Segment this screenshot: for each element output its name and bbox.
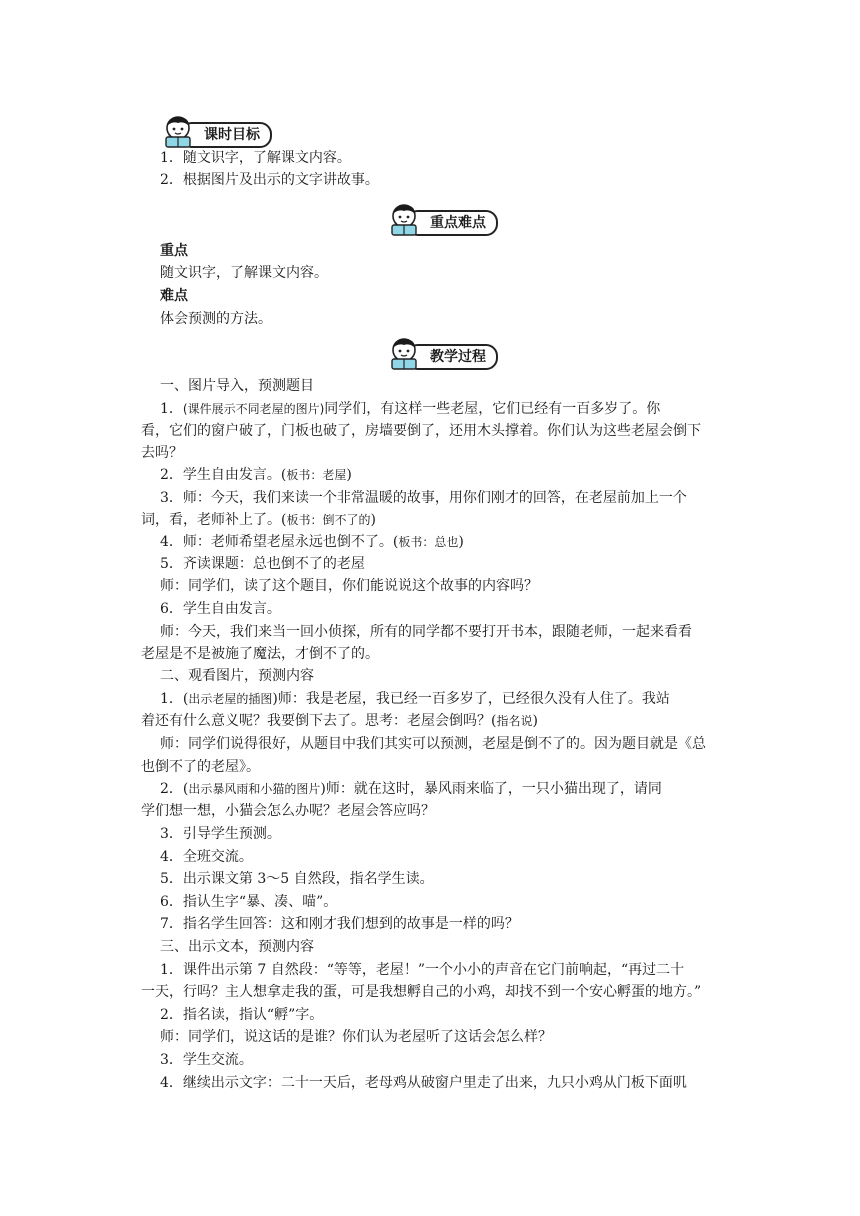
objective-item: 1．随文识字，了解课文内容。: [160, 150, 351, 166]
board-note: 出示暴风雨和小猫的图片: [188, 782, 321, 796]
paragraph-line: 2．指名读，指认“孵”字。: [160, 1007, 324, 1023]
board-note: (课件展示不同老屋的图片): [182, 402, 325, 416]
board-note: 板书：总也: [398, 535, 459, 549]
paragraph-line: 6．学生自由发言。: [160, 601, 281, 617]
section-title: 二、观看图片，预测内容: [160, 668, 314, 684]
paragraph-line: 4．继续出示文字：二十一天后，老母鸡从破窗户里走了出来，九只小鸡从门板下面叽: [160, 1075, 687, 1091]
paragraph-line: 5．出示课文第 3～5 自然段，指名学生读。: [160, 871, 434, 887]
process-heading-label: 教学过程: [406, 344, 498, 370]
line-text: )师：就在这时，暴风雨来临了，一只小猫出现了，请同: [320, 781, 662, 797]
board-note: 出示老屋的插图: [188, 692, 273, 706]
key-points-heading-label: 重点难点: [406, 210, 498, 236]
paragraph-line: [141, 710, 538, 732]
paragraph-line: [160, 398, 660, 420]
paragraph-line: 1．课件出示第 7 自然段：“等等，老屋！”一个小小的声音在它门前响起，“再过二十: [160, 962, 685, 978]
line-text: ): [532, 713, 538, 729]
objectives-heading-label: 课时目标: [180, 122, 272, 148]
paragraph-line: 学们想一想，小猫会怎么办呢？老屋会答应吗？: [141, 803, 435, 819]
line-text: 同学们，有这样一些老屋，它们已经有一百多岁了。你: [324, 401, 661, 417]
paragraph-line: [160, 464, 352, 486]
board-note: 指名说: [496, 714, 533, 728]
nandian-label: 难点: [160, 288, 188, 304]
paragraph-line: 师：同学们说得很好，从题目中我们其实可以预测，老屋是倒不了的。因为题目就是《总: [160, 736, 706, 752]
line-text: ): [346, 467, 352, 483]
item-number: 1．: [160, 401, 183, 417]
paragraph-line: 4．全班交流。: [160, 849, 253, 865]
paragraph-line: 看，它们的窗户破了，门板也破了，房墙要倒了，还用木头撑着。你们认为这些老屋会倒下: [141, 423, 701, 439]
line-text: 词，看，老师补上了。(: [141, 512, 287, 528]
paragraph-line: 6．指认生字“暴、凑、喵”。: [160, 894, 338, 910]
paragraph-line: [160, 688, 670, 710]
zhongdian-text: 随文识字，了解课文内容。: [160, 265, 328, 281]
objectives-heading: [160, 114, 280, 148]
paragraph-line: 3．学生交流。: [160, 1052, 253, 1068]
boy-reading-icon: [386, 336, 422, 372]
line-text: 2．学生自由发言。(: [160, 467, 287, 483]
paragraph-line: 老屋是不是被施了魔法，才倒不了的。: [141, 646, 379, 662]
board-note: 板书：老屋: [286, 468, 347, 482]
objective-item: 2．根据图片及出示的文字讲故事。: [160, 172, 379, 188]
line-text: 着还有什么意义呢？我要倒下去了。思考：老屋会倒吗？(: [141, 713, 497, 729]
boy-reading-icon: [386, 202, 422, 238]
item-number: 1．(: [160, 691, 189, 707]
paragraph-line: 去吗？: [141, 445, 183, 461]
paragraph-line: 3．引导学生预测。: [160, 826, 281, 842]
paragraph-line: 3．师：今天，我们来读一个非常温暖的故事，用你们刚才的回答，在老屋前加上一个: [160, 490, 687, 506]
line-text: ): [370, 512, 376, 528]
nandian-text: 体会预测的方法。: [160, 311, 272, 327]
boy-reading-icon: [160, 114, 196, 150]
paragraph-line: 7．指名学生回答：这和刚才我们想到的故事是一样的吗？: [160, 916, 519, 932]
paragraph-line: 师：今天，我们来当一回小侦探，所有的同学都不要打开书本，跟随老师，一起来看看: [160, 624, 692, 640]
zhongdian-label: 重点: [160, 243, 188, 259]
paragraph-line: 也倒不了的老屋》。: [141, 759, 260, 775]
line-text: ): [458, 534, 464, 550]
line-text: )师：我是老屋，我已经一百多岁了，已经很久没有人住了。我站: [272, 691, 670, 707]
paragraph-line: 师：同学们，说这话的是谁？你们认为老屋听了这话会怎么样？: [160, 1029, 552, 1045]
key-points-heading: [386, 202, 506, 236]
section-title: 一、图片导入，预测题目: [160, 378, 314, 394]
paragraph-line: 5．齐读课题：总也倒不了的老屋: [160, 556, 365, 572]
paragraph-line: [160, 778, 662, 800]
line-text: 4．师：老师希望老屋永远也倒不了。(: [160, 534, 399, 550]
paragraph-line: [141, 509, 376, 531]
process-heading: [386, 336, 506, 370]
board-note: 板书：倒不了的: [286, 513, 371, 527]
paragraph-line: [160, 531, 464, 553]
paragraph-line: 一天，行吗？主人想拿走我的蛋，可是我想孵自己的小鸡，却找不到一个安心孵蛋的地方。”: [141, 984, 702, 1000]
paragraph-line: 师：同学们，读了这个题目，你们能说说这个故事的内容吗？: [160, 578, 538, 594]
section-title: 三、出示文本，预测内容: [160, 939, 314, 955]
item-number: 2．(: [160, 781, 189, 797]
